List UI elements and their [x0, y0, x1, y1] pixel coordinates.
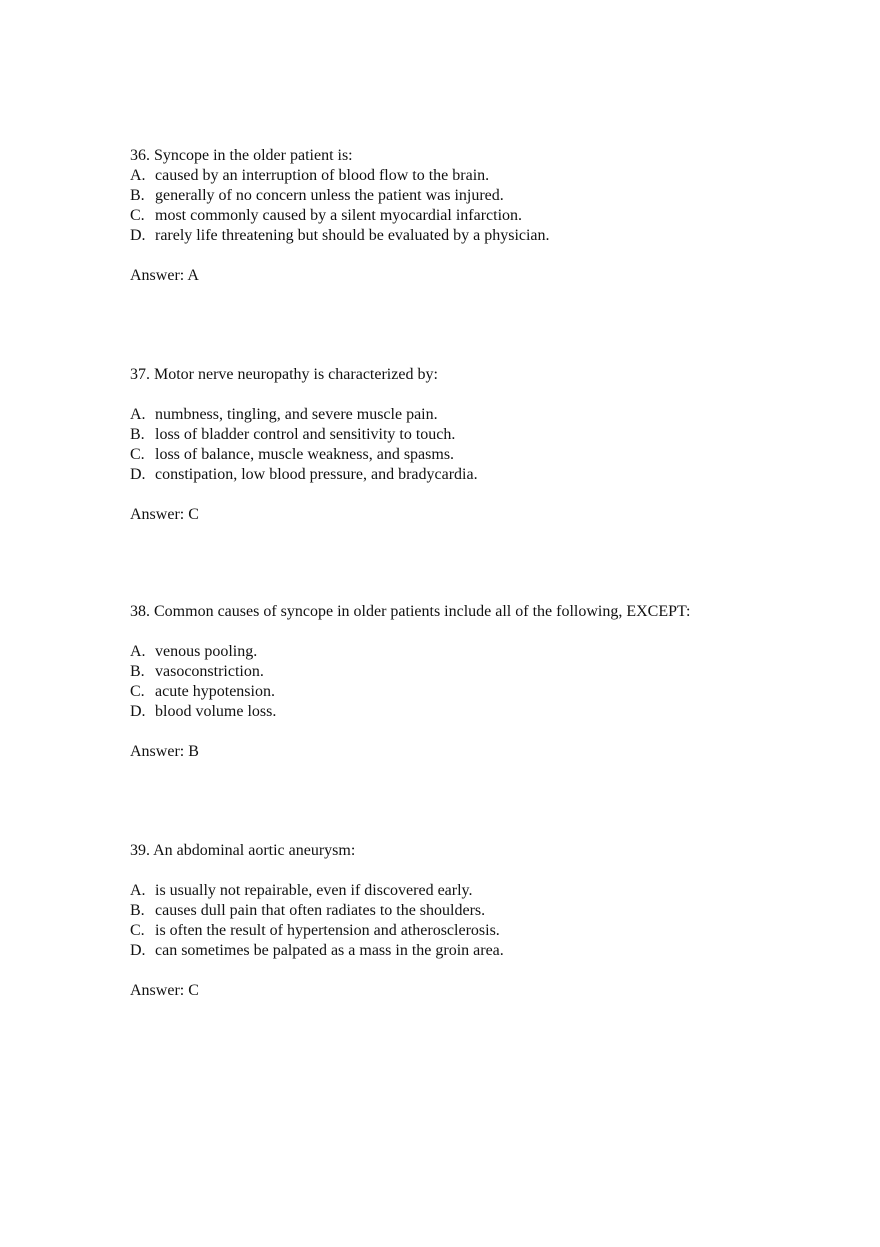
question-stem: 38. Common causes of syncope in older patients include all of the following, EXCEPT: [130, 603, 691, 620]
option-letter: A. [130, 406, 146, 423]
option-d [130, 702, 810, 722]
option-letter: D. [130, 466, 146, 483]
option-letter: D. [130, 942, 146, 959]
option-b [130, 186, 810, 206]
option-text: vasoconstriction. [155, 663, 264, 680]
question-37 [130, 365, 810, 525]
option-letter: D. [130, 703, 146, 720]
option-text: loss of bladder control and sensitivity to touch. [155, 426, 456, 443]
answer-line: Answer: B [130, 743, 199, 760]
option-text: numbness, tingling, and severe muscle pain. [155, 406, 438, 423]
option-letter: B. [130, 187, 145, 204]
option-text: caused by an interruption of blood flow to the brain. [155, 167, 490, 184]
option-a [130, 881, 810, 901]
option-letter: A. [130, 167, 146, 184]
option-d [130, 941, 810, 961]
question-stem: 37. Motor nerve neuropathy is characterized by: [130, 366, 438, 383]
option-d [130, 226, 810, 246]
option-text: constipation, low blood pressure, and bradycardia. [155, 466, 478, 483]
answer-line: Answer: A [130, 267, 199, 284]
option-text: is often the result of hypertension and atherosclerosis. [155, 922, 500, 939]
option-letter: B. [130, 663, 145, 680]
option-text: rarely life threatening but should be evaluated by a physician. [155, 227, 550, 244]
option-c [130, 445, 810, 465]
option-text: causes dull pain that often radiates to the shoulders. [155, 902, 486, 919]
option-letter: B. [130, 902, 145, 919]
option-text: acute hypotension. [155, 683, 275, 700]
option-text: loss of balance, muscle weakness, and spasms. [155, 446, 455, 463]
option-text: can sometimes be palpated as a mass in the groin area. [155, 942, 504, 959]
answer-line: Answer: C [130, 982, 199, 999]
question-36 [130, 146, 810, 286]
option-text: most commonly caused by a silent myocardial infarction. [155, 207, 523, 224]
option-a [130, 405, 810, 425]
answer-line: Answer: C [130, 506, 199, 523]
question-stem: 39. An abdominal aortic aneurysm: [130, 842, 356, 859]
question-38 [130, 602, 810, 762]
option-text: generally of no concern unless the patient was injured. [155, 187, 504, 204]
option-letter: C. [130, 683, 145, 700]
option-text: is usually not repairable, even if discovered early. [155, 882, 473, 899]
option-b [130, 901, 810, 921]
option-text: blood volume loss. [155, 703, 277, 720]
option-a [130, 166, 810, 186]
option-letter: C. [130, 207, 145, 224]
option-letter: B. [130, 426, 145, 443]
option-c [130, 682, 810, 702]
question-39 [130, 841, 810, 1001]
option-letter: D. [130, 227, 146, 244]
option-letter: C. [130, 922, 145, 939]
option-b [130, 662, 810, 682]
option-text: venous pooling. [155, 643, 258, 660]
option-letter: C. [130, 446, 145, 463]
option-b [130, 425, 810, 445]
option-letter: A. [130, 882, 146, 899]
option-a [130, 642, 810, 662]
option-letter: A. [130, 643, 146, 660]
question-stem: 36. Syncope in the older patient is: [130, 147, 353, 164]
option-c [130, 206, 810, 226]
option-c [130, 921, 810, 941]
option-d [130, 465, 810, 485]
